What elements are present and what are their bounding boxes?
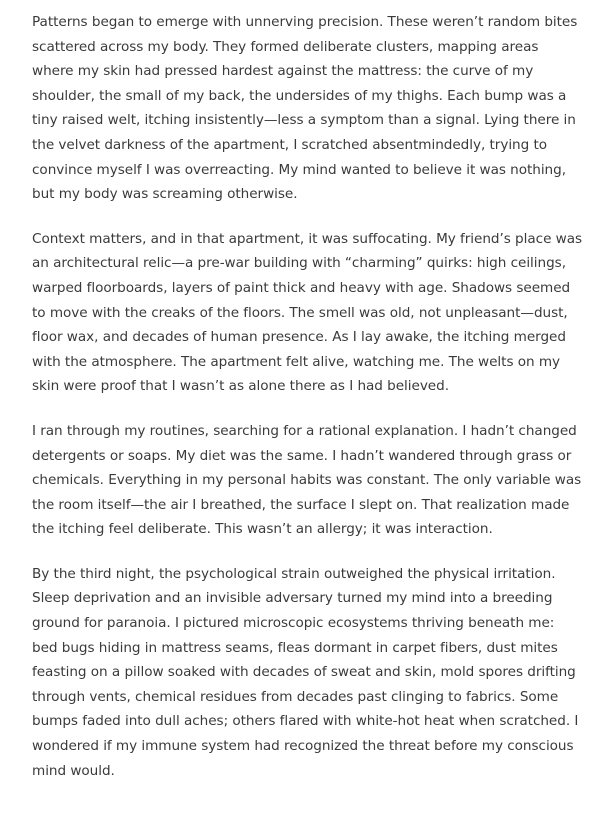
text-line: detergents or soaps. My diet was the same. I hadn’t wandered through grass or [32,447,572,464]
text-line: floor wax, and decades of human presence. As I lay awake, the itching merged [32,329,566,346]
text-line: shoulder, the small of my back, the undersides of my thighs. Each bump was a [32,87,567,104]
paragraph-2 [32,227,581,399]
text-line: chemicals. Everything in my personal habits was constant. The only variable was [32,472,582,489]
text-line: skin were proof that I wasn’t as alone there as I had believed. [32,378,449,395]
paragraph-3 [32,419,581,542]
text-line: scattered across my body. They formed deliberate clusters, mapping areas [32,38,539,55]
text-line: the velvet darkness of the apartment, I scratched absentmindedly, trying to [32,136,548,153]
text-line: bed bugs hiding in mattress seams, fleas dormant in carpet fibers, dust mites [32,639,558,656]
paragraph-4 [32,562,581,783]
text-line: I ran through my routines, searching for a rational explanation. I hadn’t changed [32,422,577,439]
text-line: warped floorboards, layers of paint thick and heavy with age. Shadows seemed [32,279,571,296]
text-line: but my body was screaming otherwise. [32,186,298,203]
text-line: wondered if my immune system had recognized the threat before my conscious [32,738,574,755]
text-line: By the third night, the psychological strain outweighed the physical irritation. [32,565,556,582]
text-line: an architectural relic—a pre-war building with “charming” quirks: high ceilings, [32,255,566,272]
text-line: tiny raised welt, itching insistently—less a symptom than a signal. Lying there in [32,112,576,129]
text-line: convince myself I was overreacting. My mind wanted to believe it was nothing, [32,161,566,178]
text-line: Context matters, and in that apartment, it was suffocating. My friend’s place was [32,230,583,247]
text-line: the itching feel deliberate. This wasn’t an allergy; it was interaction. [32,521,493,538]
text-line: mind would. [32,762,115,779]
text-line: where my skin had pressed hardest against the mattress: the curve of my [32,63,534,80]
text-line: bumps faded into dull aches; others flared with white-hot heat when scratched. I [32,713,579,730]
text-line: to move with the creaks of the floors. The smell was old, not unpleasant—dust, [32,304,568,321]
text-line: Patterns began to emerge with unnerving precision. These weren’t random bites [32,14,578,30]
text-line: the room itself—the air I breathed, the surface I slept on. That realization made [32,496,570,513]
text-line: with the atmosphere. The apartment felt alive, watching me. The welts on my [32,353,561,370]
text-line: Sleep deprivation and an invisible adversary turned my mind into a breeding [32,590,553,607]
paragraph-1 [32,10,581,207]
text-line: through vents, chemical residues from decades past clinging to fabrics. Some [32,688,559,705]
text-line: ground for paranoia. I pictured microscopic ecosystems thriving beneath me: [32,615,555,632]
article-body [32,10,581,783]
text-line: feasting on a pillow soaked with decades of sweat and skin, mold spores drifting [32,664,576,681]
